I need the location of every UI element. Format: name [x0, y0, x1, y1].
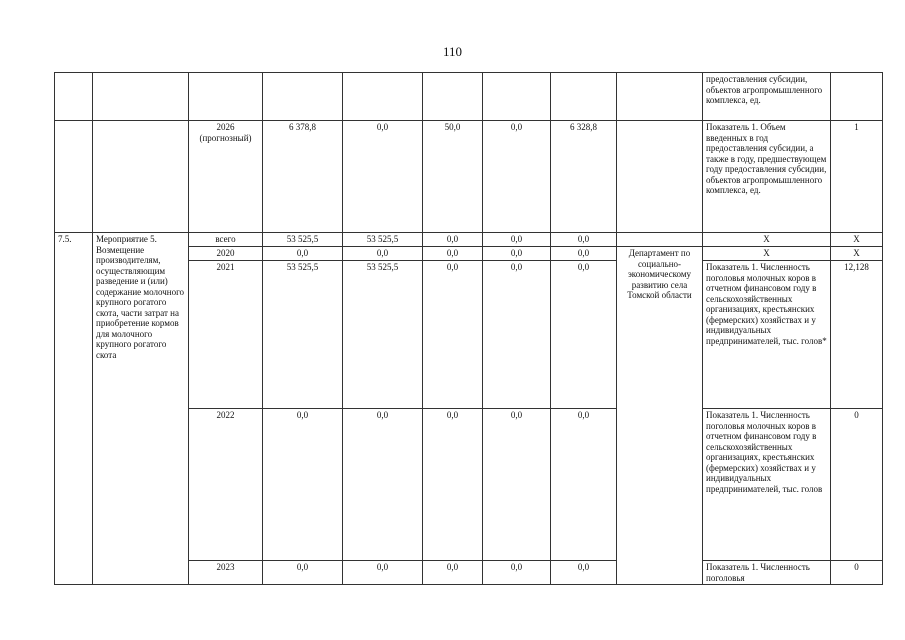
cell-value: 0,0 [343, 121, 423, 233]
cell-value: 0,0 [263, 409, 343, 561]
cell-year: 2020 [189, 247, 263, 261]
cell-value: 0,0 [551, 247, 617, 261]
cell-number-empty [55, 73, 93, 121]
cell-value: 0,0 [551, 409, 617, 561]
cell-executor-empty [617, 233, 703, 247]
program-table [54, 72, 883, 585]
cell-value: 0,0 [423, 561, 483, 585]
cell-value: 0,0 [483, 247, 551, 261]
cell-indicator: Показатель 1. Численность поголовья молочных коров в отчетном финансовом году в сельскохозяйственных организациях, крестьянских (фермерских) хозяйствах и у индивидуальных предпринимателей, тыс. голов [703, 409, 831, 561]
cell-name-empty [93, 73, 189, 121]
cell-executor: Департамент по социально-экономическому развитию села Томской области [617, 247, 703, 585]
cell-indicator: Показатель 1. Объем введенных в год предоставления субсидии, а также в году, предшествующем году предоставления субсидии, объектов агропромышленного комплекса, ед. [703, 121, 831, 233]
cell-year: 2022 [189, 409, 263, 561]
cell-indicator: предоставления субсидии, объектов агропромышленного комплекса, ед. [703, 73, 831, 121]
cell-value: 0,0 [423, 261, 483, 409]
cell-indicator: X [703, 233, 831, 247]
cell-year: 2023 [189, 561, 263, 585]
cell-value: 0,0 [483, 121, 551, 233]
cell-indicator: Показатель 1. Численность поголовья молочных коров в отчетном финансовом году в сельскохозяйственных организациях, крестьянских (фермерских) хозяйствах и у индивидуальных предпринимателей, тыс. голов* [703, 261, 831, 409]
cell-value: 53 525,5 [263, 233, 343, 247]
cell-value: 0,0 [423, 409, 483, 561]
cell-value: 0,0 [551, 261, 617, 409]
cell-value: 0,0 [343, 247, 423, 261]
cell-value: 53 525,5 [343, 233, 423, 247]
cell-year-empty [189, 73, 263, 121]
table-row-2025-cont [55, 73, 883, 121]
cell-indicator-value: X [831, 247, 883, 261]
cell-value: 0,0 [343, 409, 423, 561]
cell-value: 0,0 [483, 233, 551, 247]
cell-value: 0,0 [263, 561, 343, 585]
cell-indicator-value: 0 [831, 409, 883, 561]
cell-year: 2021 [189, 261, 263, 409]
cell-value: 0,0 [423, 247, 483, 261]
cell-value: 53 525,5 [263, 261, 343, 409]
cell-indicator: X [703, 247, 831, 261]
cell-value: 0,0 [551, 233, 617, 247]
cell-value: 0,0 [483, 409, 551, 561]
table-row-total [55, 233, 883, 247]
cell-value: 0,0 [551, 561, 617, 585]
cell-value: 0,0 [423, 233, 483, 247]
cell-indicator-value: 12,128 [831, 261, 883, 409]
cell-indicator-value: 1 [831, 121, 883, 233]
cell-value: 53 525,5 [343, 261, 423, 409]
cell-measure-name: Мероприятие 5. Возмещение производителям, осуществляющим разведение и (или) содержание молочного крупного рогатого скота, части затрат на приобретение кормов для молочного крупного рогатого скота [93, 233, 189, 585]
cell-value: 50,0 [423, 121, 483, 233]
cell-value: 0,0 [343, 561, 423, 585]
cell-measure-number: 7.5. [55, 233, 93, 585]
cell-value: 0,0 [483, 561, 551, 585]
cell-value: 6 378,8 [263, 121, 343, 233]
cell-year: всего [189, 233, 263, 247]
table-row-2026 [55, 121, 883, 233]
cell-indicator: Показатель 1. Численность поголовья [703, 561, 831, 585]
cell-indicator-value: X [831, 233, 883, 247]
cell-indicator-value: 0 [831, 561, 883, 585]
page-number: 110 [442, 44, 463, 59]
cell-year: 2026 (прогнозный) [189, 121, 263, 233]
cell-value: 6 328,8 [551, 121, 617, 233]
cell-value: 0,0 [483, 261, 551, 409]
cell-value: 0,0 [263, 247, 343, 261]
cell-executor-empty [617, 73, 703, 121]
